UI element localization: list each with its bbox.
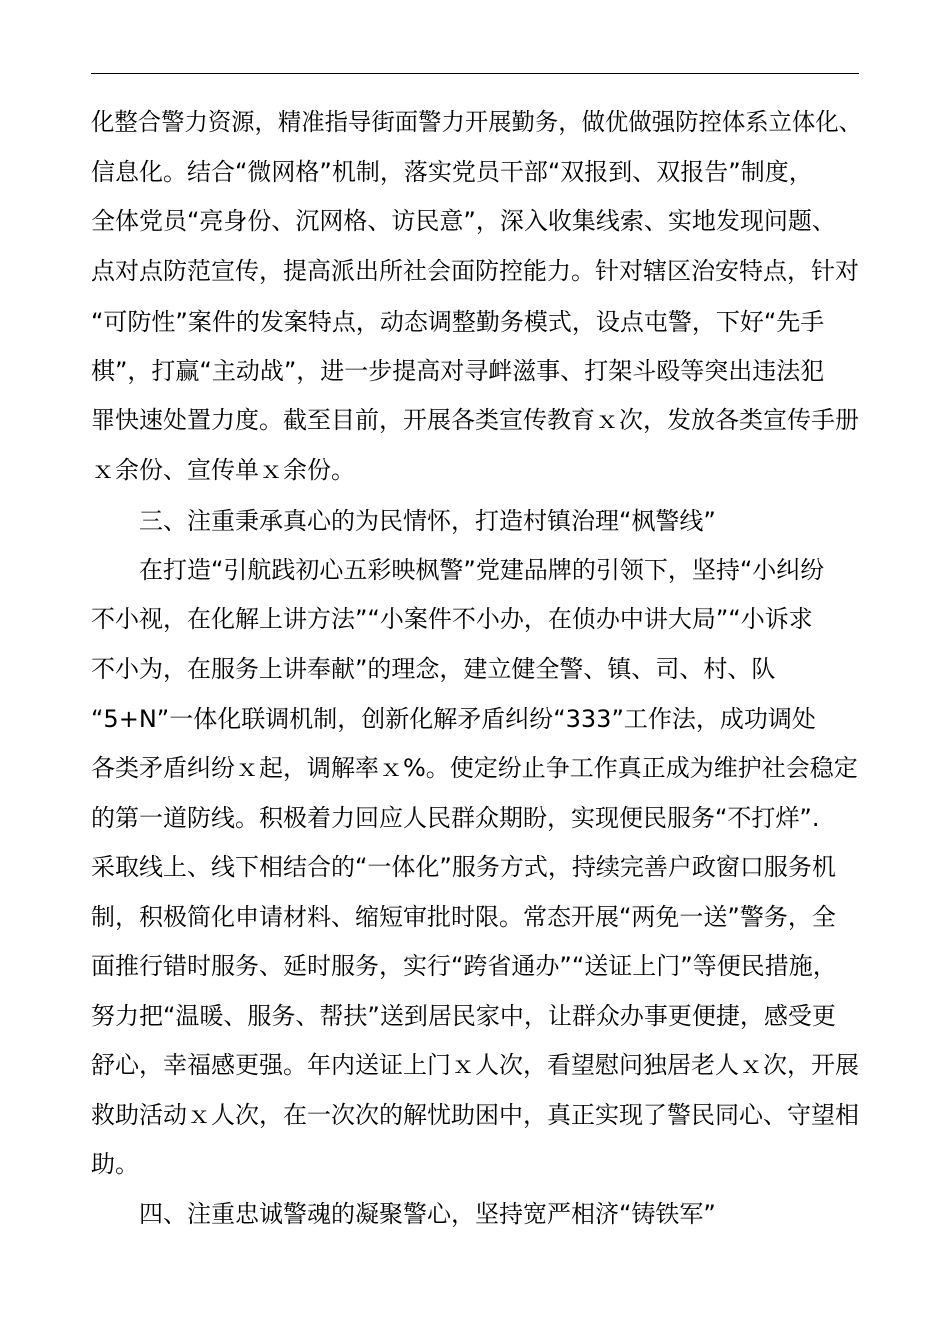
body-line: 面推行错时服务、延时服务，实行“跨省通办”“送证上门”等便民措施， [91,952,837,980]
body-line: 信息化。结合“微网格”机制，落实党员干部“双报到、双报告”制度， [91,158,813,186]
body-line: 各类矛盾纠纷ｘ起，调解率ｘ%。使定纷止争工作真正成为维护社会稳定 [91,754,858,782]
body-line: 助。 [91,1150,139,1178]
body-line: ｘ余份、宣传单ｘ余份。 [91,456,355,484]
body-line: 化整合警力资源，精准指导街面警力开展勤务，做优做强防控体系立体化、 [91,108,863,136]
body-line: 棋”，打赢“主动战”，进一步提高对寻衅滋事、打架斗殴等突出违法犯 [91,357,825,385]
body-line: “5+N”一体化联调机制，创新化解矛盾纠纷“333”工作法，成功调处 [91,705,816,733]
body-line: “可防性”案件的发案特点，动态调整勤务模式，设点屯警，下好“先手 [91,308,825,336]
body-line: 点对点防范宣传，提高派出所社会面防控能力。针对辖区治安特点，针对 [91,257,859,285]
paragraph-first-line: 在打造“引航践初心五彩映枫警”党建品牌的引领下，坚持“小纠纷 [139,556,825,584]
body-line: 不小为，在服务上讲奉献”的理念，建立健全警、镇、司、村、队 [91,655,776,683]
section-heading-4: 四、注重忠诚警魂的凝聚警心，坚持宽严相济“铸铁军” [139,1200,716,1228]
body-line: 救助活动ｘ人次，在一次次的解忧助困中，真正实现了警民同心、守望相 [91,1101,859,1129]
body-line: 全体党员“亮身份、沉网格、访民意”，深入收集线索、实地发现问题、 [91,207,836,235]
body-line: 努力把“温暖、服务、帮扶”送到居民家中，让群众办事更便捷，感受更 [91,1002,836,1030]
body-line: 罪快速处置力度。截至目前，开展各类宣传教育ｘ次，发放各类宣传手册 [91,406,859,434]
body-line: 制，积极简化申请材料、缩短审批时限。常态开展“两免一送”警务，全 [91,903,836,931]
body-line: 舒心，幸福感更强。年内送证上门ｘ人次，看望慰问独居老人ｘ次，开展 [91,1051,859,1079]
header-rule [91,73,859,74]
body-line: 采取线上、线下相结合的“一体化”服务方式，持续完善户政窗口服务机 [91,853,836,881]
body-line: 不小视，在化解上讲方法”“小案件不小办，在侦办中讲大局”“小诉求 [91,605,813,633]
section-heading-3: 三、注重秉承真心的为民情怀，打造村镇治理“枫警线” [139,507,716,535]
body-line: 的第一道防线。积极着力回应人民群众期盼，实现便民服务“不打烊”. [91,804,820,832]
